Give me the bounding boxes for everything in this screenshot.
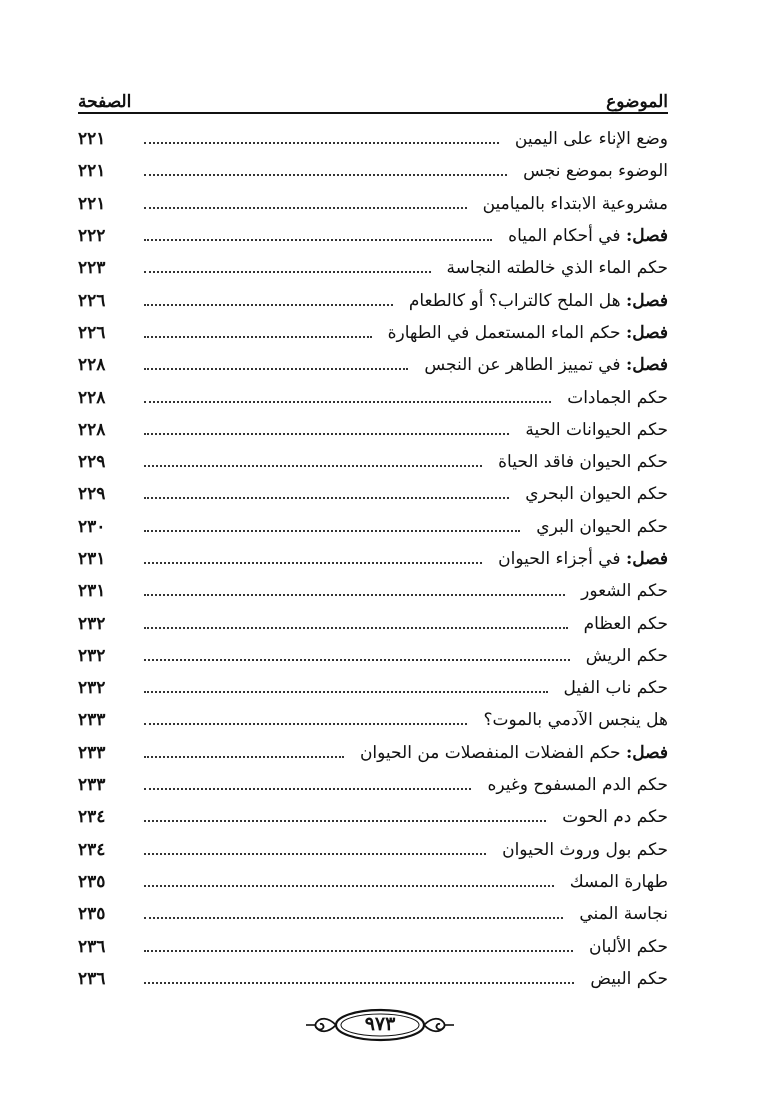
toc-entry bbox=[78, 414, 668, 446]
toc-entry-text: في تمييز الطاهر عن النجس bbox=[424, 355, 621, 376]
toc-entry bbox=[78, 349, 668, 381]
dot-leader bbox=[144, 691, 548, 693]
dot-leader bbox=[144, 723, 467, 725]
section-prefix: فصل: bbox=[625, 226, 668, 247]
dot-leader bbox=[144, 207, 467, 209]
dot-leader bbox=[144, 239, 492, 241]
dot-leader bbox=[144, 788, 471, 790]
section-prefix: فصل: bbox=[625, 322, 668, 343]
toc-entry-text: حكم الشعور bbox=[581, 581, 668, 602]
toc-entry-title bbox=[557, 388, 668, 408]
toc-entry-text: حكم الفضلات المنفصلات من الحيوان bbox=[359, 742, 621, 763]
toc-entry-title bbox=[473, 710, 668, 730]
toc-entry-title bbox=[414, 355, 668, 375]
toc-entry-title bbox=[571, 581, 668, 601]
toc-entry-title bbox=[498, 226, 668, 246]
dot-leader bbox=[144, 594, 565, 596]
toc-entry-text: هل ينجس الآدمي بالموت؟ bbox=[483, 710, 668, 731]
toc-entry-text: حكم العظام bbox=[583, 613, 668, 634]
topic-column-label: الموضوع bbox=[606, 92, 668, 112]
dot-leader bbox=[144, 368, 408, 370]
toc-entry-text: حكم الجمادات bbox=[567, 387, 668, 408]
toc-entry-text: وضع الإناء على اليمين bbox=[514, 129, 668, 150]
toc-entry-page: ٢٣٦ bbox=[78, 968, 106, 989]
dot-leader bbox=[144, 659, 570, 661]
toc-entry-title bbox=[560, 872, 668, 892]
toc-entry bbox=[78, 704, 668, 736]
toc-entry-text: حكم دم الحوت bbox=[562, 807, 668, 828]
toc-entry bbox=[78, 866, 668, 898]
toc-entry-page: ٢٢٩ bbox=[78, 484, 106, 505]
toc-entry bbox=[78, 188, 668, 220]
toc-entry-page: ٢٢١ bbox=[78, 161, 106, 182]
toc-entry bbox=[78, 640, 668, 672]
toc-entry bbox=[78, 607, 668, 639]
dot-leader bbox=[144, 433, 509, 435]
dot-leader bbox=[144, 820, 546, 822]
toc-entry-title bbox=[473, 194, 668, 214]
toc-entry bbox=[78, 252, 668, 284]
page-column-label: الصفحة bbox=[78, 92, 132, 112]
toc-entry bbox=[78, 381, 668, 413]
toc-entry-text: حكم بول وروث الحيوان bbox=[502, 839, 668, 860]
toc-entry bbox=[78, 543, 668, 575]
toc-entry-page: ٢٣٥ bbox=[78, 904, 106, 925]
toc-entry bbox=[78, 930, 668, 962]
toc-entry-title bbox=[437, 258, 668, 278]
dot-leader bbox=[144, 465, 482, 467]
toc-entry bbox=[78, 672, 668, 704]
toc-entry-text: نجاسة المني bbox=[579, 904, 668, 925]
toc-entry-page: ٢٣٢ bbox=[78, 645, 106, 666]
toc-entry bbox=[78, 769, 668, 801]
toc-entry-text: حكم ناب الفيل bbox=[563, 678, 668, 699]
toc-entry-text: حكم الحيوان البري bbox=[536, 516, 668, 537]
toc-list bbox=[78, 123, 668, 995]
toc-entry-title bbox=[492, 840, 668, 860]
toc-entry-title bbox=[554, 678, 668, 698]
toc-entry-title bbox=[488, 452, 668, 472]
toc-entry-page: ٢٣٣ bbox=[78, 775, 106, 796]
toc-entry-page: ٢٢١ bbox=[78, 129, 106, 150]
dot-leader bbox=[144, 917, 563, 919]
section-prefix: فصل: bbox=[625, 355, 668, 376]
section-prefix: فصل: bbox=[625, 742, 668, 763]
toc-entry-title bbox=[579, 937, 668, 957]
toc-entry bbox=[78, 155, 668, 187]
toc-entry-title bbox=[477, 775, 668, 795]
toc-entry bbox=[78, 478, 668, 510]
dot-leader bbox=[144, 530, 520, 532]
toc-entry-title bbox=[526, 517, 668, 537]
toc-entry-page: ٢٣٥ bbox=[78, 871, 106, 892]
dot-leader bbox=[144, 174, 507, 176]
toc-entry-page: ٢٣٤ bbox=[78, 807, 106, 828]
toc-entry bbox=[78, 446, 668, 478]
toc-entry-page: ٢٢٦ bbox=[78, 290, 106, 311]
section-prefix: فصل: bbox=[625, 549, 668, 569]
toc-entry-page: ٢٣٣ bbox=[78, 710, 106, 731]
toc-entry-page: ٢٣٤ bbox=[78, 839, 106, 860]
toc-entry bbox=[78, 284, 668, 316]
toc-entry-page: ٢٢٨ bbox=[78, 387, 106, 408]
dot-leader bbox=[144, 756, 344, 758]
toc-entry-page: ٢٢٨ bbox=[78, 419, 106, 440]
toc-entry-page: ٢٣٣ bbox=[78, 742, 106, 763]
toc-entry-title bbox=[552, 807, 668, 827]
dot-leader bbox=[144, 982, 574, 984]
toc-entry-title bbox=[399, 291, 668, 311]
toc-entry-page: ٢٣٢ bbox=[78, 613, 106, 634]
toc-entry bbox=[78, 511, 668, 543]
dot-leader bbox=[144, 950, 573, 952]
dot-leader bbox=[144, 336, 372, 338]
toc-entry-page: ٢٣٦ bbox=[78, 936, 106, 957]
toc-entry-text: حكم البيض bbox=[590, 968, 668, 989]
toc-entry-page: ٢٢١ bbox=[78, 193, 106, 214]
toc-entry-page: ٢٢٣ bbox=[78, 258, 106, 279]
toc-entry-text: حكم الحيوان البحري bbox=[525, 484, 668, 505]
toc-entry bbox=[78, 317, 668, 349]
toc-entry-title bbox=[515, 484, 668, 504]
dot-leader bbox=[144, 497, 509, 499]
toc-entry-text: مشروعية الابتداء بالميامين bbox=[482, 193, 668, 214]
toc-entry bbox=[78, 575, 668, 607]
dot-leader bbox=[144, 304, 393, 306]
toc-entry-title bbox=[505, 129, 668, 149]
toc-entry-text: حكم الحيوان فاقد الحياة bbox=[498, 452, 668, 473]
toc-entry-page: ٢٣١ bbox=[78, 581, 106, 602]
toc-entry-title bbox=[574, 614, 668, 634]
toc-entry-text: حكم الحيوانات الحية bbox=[525, 419, 668, 440]
toc-entry-title bbox=[378, 323, 668, 343]
toc-entry-page: ٢٢٢ bbox=[78, 226, 106, 247]
toc-entry-text: حكم الماء الذي خالطته النجاسة bbox=[446, 258, 668, 279]
toc-entry-page: ٢٢٦ bbox=[78, 322, 106, 343]
toc-entry-title bbox=[580, 969, 668, 989]
toc-entry bbox=[78, 963, 668, 995]
toc-entry bbox=[78, 737, 668, 769]
toc-entry bbox=[78, 801, 668, 833]
toc-entry-text: حكم الماء المستعمل في الطهارة bbox=[387, 322, 621, 343]
toc-entry-text: في أحكام المياه bbox=[508, 226, 621, 247]
toc-entry-page: ٢٢٨ bbox=[78, 355, 106, 376]
toc-entry-title bbox=[569, 904, 668, 924]
toc-entry-text: في أجزاء الحيوان bbox=[498, 549, 621, 569]
dot-leader bbox=[144, 885, 554, 887]
dot-leader bbox=[144, 627, 568, 629]
dot-leader bbox=[144, 853, 486, 855]
toc-entry bbox=[78, 834, 668, 866]
toc-entry-page: ٢٣١ bbox=[78, 549, 106, 569]
toc-entry-text: حكم الريش bbox=[585, 645, 668, 666]
dot-leader bbox=[144, 142, 499, 144]
dot-leader bbox=[144, 271, 431, 273]
toc-entry-title bbox=[513, 161, 668, 181]
toc-header bbox=[78, 82, 668, 112]
toc-entry-page: ٢٣٠ bbox=[78, 516, 106, 537]
toc-entry bbox=[78, 220, 668, 252]
toc-entry-text: حكم الدم المسفوح وغيره bbox=[487, 775, 668, 796]
toc-entry bbox=[78, 123, 668, 155]
dot-leader bbox=[144, 562, 482, 564]
dot-leader bbox=[144, 401, 551, 403]
header-divider bbox=[78, 112, 668, 114]
toc-entry-page: ٢٣٢ bbox=[78, 678, 106, 699]
toc-entry-text: هل الملح كالتراب؟ أو كالطعام bbox=[408, 290, 621, 311]
toc-entry-text: طهارة المسك bbox=[569, 871, 668, 892]
toc-entry-page: ٢٢٩ bbox=[78, 452, 106, 473]
toc-entry-text: الوضوء بموضع نجس bbox=[523, 161, 668, 182]
page-number: ٩٧٣ bbox=[364, 1013, 396, 1035]
toc-entry-title bbox=[350, 743, 668, 763]
toc-entry-title bbox=[515, 420, 668, 440]
toc-entry-text: حكم الألبان bbox=[588, 936, 668, 957]
toc-entry bbox=[78, 898, 668, 930]
toc-entry-title bbox=[576, 646, 668, 666]
toc-entry-title bbox=[488, 549, 668, 569]
section-prefix: فصل: bbox=[625, 290, 668, 311]
